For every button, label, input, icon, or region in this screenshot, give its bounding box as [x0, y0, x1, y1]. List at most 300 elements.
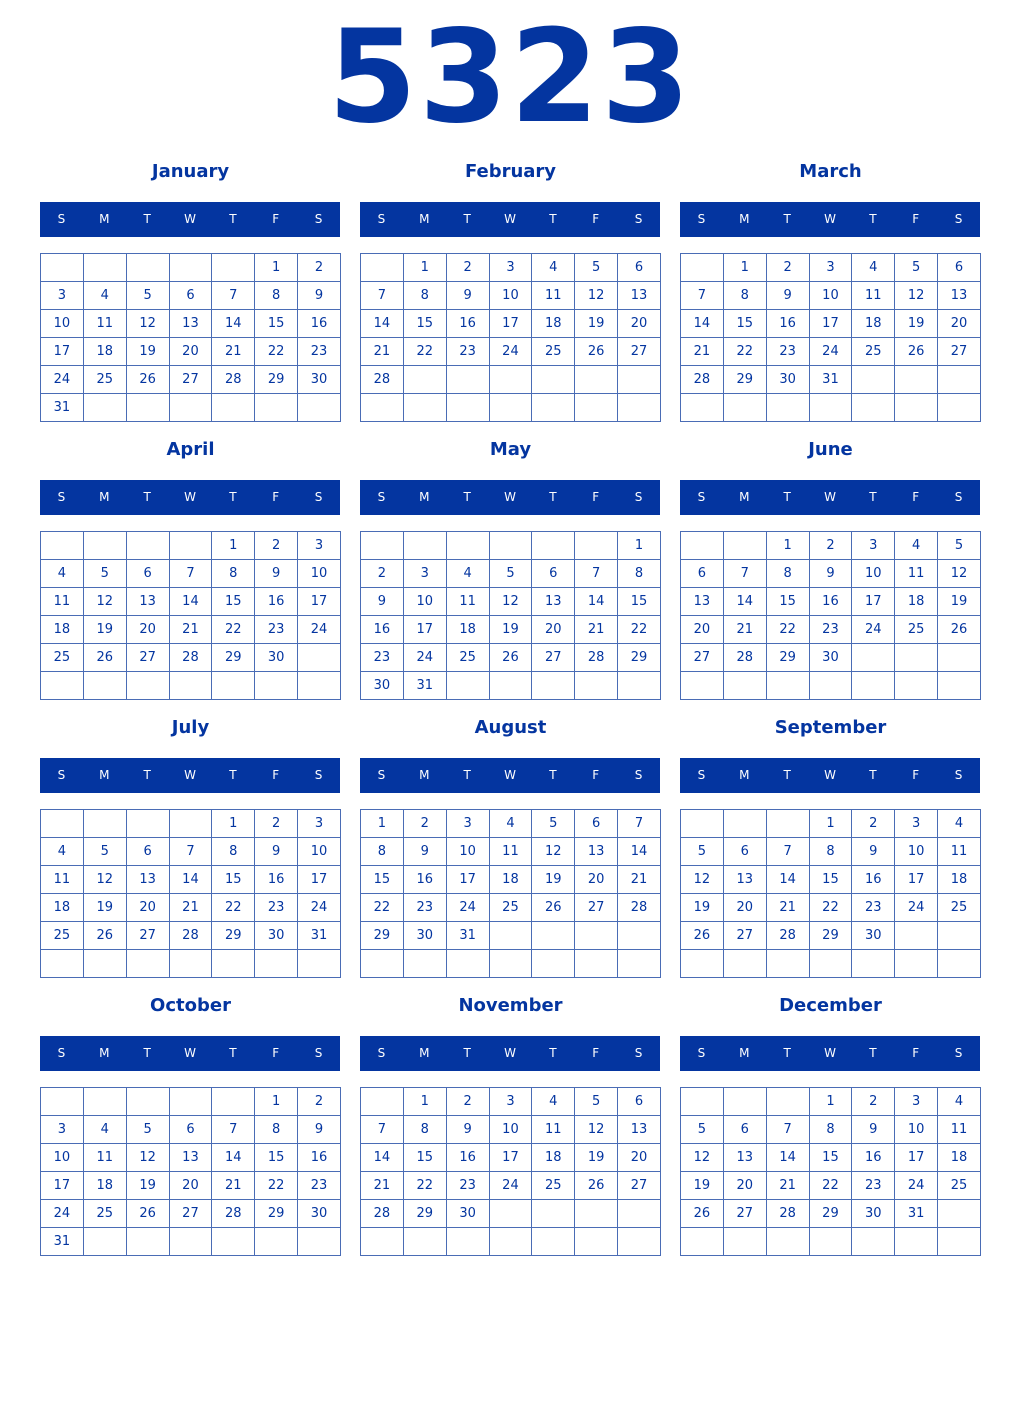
- day-cell: 31: [298, 922, 341, 950]
- week-row: [41, 894, 341, 922]
- day-cell: [681, 1228, 724, 1256]
- day-cell: [938, 644, 981, 672]
- weekday-label: T: [463, 212, 471, 226]
- day-cell: [83, 1228, 126, 1256]
- day-cell: 3: [489, 1088, 532, 1116]
- day-cell: [403, 532, 446, 560]
- day-cell: 30: [361, 672, 404, 700]
- day-cell: 9: [298, 1116, 341, 1144]
- month-name: October: [150, 995, 231, 1016]
- day-cell: [766, 1088, 809, 1116]
- day-cell: 26: [489, 644, 532, 672]
- day-cell: [212, 950, 255, 978]
- day-cell: 1: [361, 810, 404, 838]
- day-cell: [532, 1228, 575, 1256]
- weekday-label: T: [869, 212, 877, 226]
- day-cell: 10: [489, 282, 532, 310]
- day-cell: 12: [126, 310, 169, 338]
- day-cell: 8: [361, 838, 404, 866]
- day-cell: [532, 672, 575, 700]
- day-cell: [41, 254, 84, 282]
- day-cell: [723, 394, 766, 422]
- weekday-label: W: [824, 490, 836, 504]
- day-cell: [403, 1228, 446, 1256]
- day-cell: 10: [298, 560, 341, 588]
- day-cell: 8: [809, 838, 852, 866]
- day-cell: 9: [403, 838, 446, 866]
- day-cell: [212, 672, 255, 700]
- day-cell: 28: [766, 922, 809, 950]
- day-cell: 27: [723, 1200, 766, 1228]
- weekday-label: M: [739, 768, 750, 782]
- weekday-label: W: [184, 1046, 196, 1060]
- day-cell: [723, 672, 766, 700]
- day-cell: 20: [169, 338, 212, 366]
- day-cell: 28: [212, 366, 255, 394]
- day-cell: 19: [126, 1172, 169, 1200]
- weekday-header: [680, 1036, 980, 1071]
- week-row: [681, 560, 981, 588]
- week-row: [361, 394, 661, 422]
- day-cell: 19: [575, 1144, 618, 1172]
- day-cell: [298, 394, 341, 422]
- day-cell: 19: [895, 310, 938, 338]
- day-cell: [895, 950, 938, 978]
- day-cell: 12: [575, 1116, 618, 1144]
- day-cell: 1: [618, 532, 661, 560]
- day-cell: 28: [723, 644, 766, 672]
- day-cell: 3: [403, 560, 446, 588]
- day-cell: 23: [809, 616, 852, 644]
- day-cell: 15: [723, 310, 766, 338]
- day-cell: 15: [403, 310, 446, 338]
- day-cell: [255, 672, 298, 700]
- day-cell: 9: [446, 1116, 489, 1144]
- week-row: [41, 644, 341, 672]
- day-cell: 21: [212, 1172, 255, 1200]
- day-cell: [618, 1200, 661, 1228]
- day-cell: 4: [938, 1088, 981, 1116]
- day-cell: 26: [83, 644, 126, 672]
- day-cell: 17: [41, 1172, 84, 1200]
- day-cell: 6: [126, 560, 169, 588]
- day-cell: 5: [83, 560, 126, 588]
- day-cell: 9: [809, 560, 852, 588]
- day-cell: 18: [938, 866, 981, 894]
- day-cell: 24: [489, 1172, 532, 1200]
- day-cell: [126, 394, 169, 422]
- weekday-header: [40, 480, 340, 515]
- day-cell: [895, 1228, 938, 1256]
- day-cell: 15: [809, 1144, 852, 1172]
- day-cell: [895, 672, 938, 700]
- day-cell: [446, 672, 489, 700]
- day-cell: 30: [809, 644, 852, 672]
- day-cell: 12: [532, 838, 575, 866]
- day-cell: 6: [169, 282, 212, 310]
- day-cell: 13: [723, 866, 766, 894]
- day-cell: [532, 950, 575, 978]
- day-cell: 9: [852, 1116, 895, 1144]
- day-cell: 19: [938, 588, 981, 616]
- day-cell: 18: [41, 616, 84, 644]
- day-cell: [895, 394, 938, 422]
- weekday-header: [360, 202, 660, 237]
- day-cell: 14: [723, 588, 766, 616]
- day-cell: 16: [766, 310, 809, 338]
- day-cell: 11: [895, 560, 938, 588]
- week-row: [361, 1116, 661, 1144]
- day-cell: [403, 950, 446, 978]
- day-cell: 22: [766, 616, 809, 644]
- week-row: [41, 672, 341, 700]
- day-cell: 19: [681, 1172, 724, 1200]
- day-cell: [618, 366, 661, 394]
- day-cell: 6: [618, 254, 661, 282]
- day-cell: 21: [361, 1172, 404, 1200]
- day-cell: 7: [766, 838, 809, 866]
- day-cell: [361, 950, 404, 978]
- day-cell: 14: [212, 310, 255, 338]
- day-cell: 20: [126, 894, 169, 922]
- day-cell: 31: [403, 672, 446, 700]
- day-cell: 13: [169, 310, 212, 338]
- day-cell: 23: [446, 338, 489, 366]
- day-cell: [255, 394, 298, 422]
- weekday-label: T: [463, 768, 471, 782]
- day-cell: 26: [575, 338, 618, 366]
- week-row: [41, 950, 341, 978]
- day-cell: 27: [723, 922, 766, 950]
- day-cell: 18: [489, 866, 532, 894]
- day-cell: 14: [575, 588, 618, 616]
- weekday-label: S: [314, 490, 323, 504]
- day-cell: 7: [681, 282, 724, 310]
- week-row: [361, 616, 661, 644]
- day-cell: 12: [938, 560, 981, 588]
- weekday-header: [680, 202, 980, 237]
- weekday-label: T: [783, 1046, 791, 1060]
- day-cell: 17: [41, 338, 84, 366]
- day-cell: 9: [298, 282, 341, 310]
- weekday-label: S: [954, 490, 963, 504]
- day-cell: 26: [575, 1172, 618, 1200]
- day-cell: 6: [126, 838, 169, 866]
- day-cell: 5: [126, 282, 169, 310]
- week-row: [681, 838, 981, 866]
- day-cell: 24: [895, 1172, 938, 1200]
- day-cell: 12: [83, 588, 126, 616]
- day-cell: 17: [852, 588, 895, 616]
- day-cell: 1: [403, 254, 446, 282]
- month-name: May: [489, 439, 532, 460]
- day-cell: 21: [169, 894, 212, 922]
- weekday-label: T: [143, 212, 151, 226]
- day-cell: 1: [766, 532, 809, 560]
- weekday-label: M: [419, 490, 430, 504]
- day-cell: 13: [938, 282, 981, 310]
- week-row: [681, 282, 981, 310]
- day-cell: 22: [618, 616, 661, 644]
- day-cell: 25: [41, 644, 84, 672]
- week-row: [681, 338, 981, 366]
- day-grid: [360, 1087, 661, 1256]
- day-cell: [809, 394, 852, 422]
- day-cell: [575, 1200, 618, 1228]
- day-cell: 22: [255, 1172, 298, 1200]
- day-cell: 5: [575, 1088, 618, 1116]
- weekday-label: W: [504, 490, 516, 504]
- day-cell: 25: [489, 894, 532, 922]
- day-cell: 13: [723, 1144, 766, 1172]
- day-cell: 10: [446, 838, 489, 866]
- week-row: [41, 282, 341, 310]
- day-cell: [83, 810, 126, 838]
- day-cell: 21: [766, 1172, 809, 1200]
- day-cell: 22: [403, 1172, 446, 1200]
- day-cell: 11: [83, 1144, 126, 1172]
- day-cell: 5: [938, 532, 981, 560]
- day-cell: 5: [83, 838, 126, 866]
- day-cell: 11: [446, 588, 489, 616]
- day-cell: 2: [361, 560, 404, 588]
- day-cell: [723, 1088, 766, 1116]
- day-cell: [575, 1228, 618, 1256]
- day-cell: [766, 672, 809, 700]
- day-cell: [83, 394, 126, 422]
- day-cell: 14: [212, 1144, 255, 1172]
- day-cell: [126, 532, 169, 560]
- day-cell: 11: [532, 1116, 575, 1144]
- day-cell: 25: [83, 366, 126, 394]
- day-cell: 18: [532, 1144, 575, 1172]
- week-row: [41, 338, 341, 366]
- day-cell: [83, 1088, 126, 1116]
- day-cell: 12: [681, 866, 724, 894]
- weekday-label: F: [592, 1046, 600, 1060]
- day-cell: 3: [895, 1088, 938, 1116]
- weekday-label: W: [184, 490, 196, 504]
- day-cell: 31: [41, 394, 84, 422]
- day-cell: 10: [298, 838, 341, 866]
- day-cell: 18: [41, 894, 84, 922]
- day-cell: 16: [446, 1144, 489, 1172]
- day-cell: 14: [618, 838, 661, 866]
- week-row: [361, 672, 661, 700]
- day-cell: 1: [809, 1088, 852, 1116]
- day-cell: 3: [446, 810, 489, 838]
- day-cell: [723, 810, 766, 838]
- day-cell: 28: [681, 366, 724, 394]
- day-cell: 3: [489, 254, 532, 282]
- day-cell: 4: [532, 254, 575, 282]
- day-cell: 21: [361, 338, 404, 366]
- day-cell: 27: [938, 338, 981, 366]
- week-row: [41, 810, 341, 838]
- day-cell: [446, 394, 489, 422]
- week-row: [681, 866, 981, 894]
- day-cell: [575, 366, 618, 394]
- weekday-label: W: [504, 1046, 516, 1060]
- week-row: [681, 254, 981, 282]
- day-cell: 27: [575, 894, 618, 922]
- day-cell: [575, 532, 618, 560]
- day-cell: [298, 672, 341, 700]
- week-row: [681, 922, 981, 950]
- day-cell: 20: [618, 1144, 661, 1172]
- day-cell: 14: [361, 1144, 404, 1172]
- day-cell: 20: [575, 866, 618, 894]
- day-cell: 23: [403, 894, 446, 922]
- day-cell: 24: [809, 338, 852, 366]
- day-cell: [126, 254, 169, 282]
- week-row: [361, 1144, 661, 1172]
- day-cell: [681, 532, 724, 560]
- day-cell: [489, 950, 532, 978]
- weekday-label: W: [184, 212, 196, 226]
- day-cell: [575, 922, 618, 950]
- week-row: [361, 644, 661, 672]
- day-cell: 17: [809, 310, 852, 338]
- weekday-label: S: [697, 490, 706, 504]
- month-name: November: [458, 995, 563, 1016]
- day-cell: 3: [298, 810, 341, 838]
- week-row: [41, 366, 341, 394]
- day-cell: 5: [895, 254, 938, 282]
- day-cell: [446, 950, 489, 978]
- week-row: [41, 588, 341, 616]
- day-cell: 7: [766, 1116, 809, 1144]
- day-cell: 22: [255, 338, 298, 366]
- day-cell: 29: [403, 1200, 446, 1228]
- weekday-label: T: [549, 768, 557, 782]
- weekday-label: W: [824, 1046, 836, 1060]
- weekday-label: T: [143, 490, 151, 504]
- day-cell: [169, 254, 212, 282]
- weekday-label: S: [634, 212, 643, 226]
- day-cell: [212, 1228, 255, 1256]
- day-cell: [532, 532, 575, 560]
- day-cell: [489, 922, 532, 950]
- day-cell: 27: [169, 1200, 212, 1228]
- day-cell: 16: [255, 866, 298, 894]
- week-row: [681, 394, 981, 422]
- day-cell: 7: [212, 1116, 255, 1144]
- day-cell: 30: [446, 1200, 489, 1228]
- weekday-label: W: [184, 768, 196, 782]
- day-cell: 1: [255, 1088, 298, 1116]
- day-cell: 29: [361, 922, 404, 950]
- day-cell: [532, 922, 575, 950]
- day-cell: 19: [532, 866, 575, 894]
- day-cell: 10: [41, 310, 84, 338]
- day-cell: 25: [938, 894, 981, 922]
- weekday-label: F: [272, 768, 280, 782]
- day-cell: [938, 366, 981, 394]
- weekday-label: S: [314, 768, 323, 782]
- day-cell: 16: [852, 866, 895, 894]
- day-cell: [361, 1088, 404, 1116]
- day-cell: 2: [446, 1088, 489, 1116]
- day-cell: [938, 1200, 981, 1228]
- day-cell: 29: [723, 366, 766, 394]
- day-cell: [532, 394, 575, 422]
- day-cell: [126, 810, 169, 838]
- day-cell: 13: [618, 1116, 661, 1144]
- day-cell: 3: [41, 1116, 84, 1144]
- day-cell: 28: [766, 1200, 809, 1228]
- day-cell: 23: [255, 894, 298, 922]
- week-row: [361, 1228, 661, 1256]
- day-cell: 20: [618, 310, 661, 338]
- day-cell: 21: [766, 894, 809, 922]
- day-cell: 1: [212, 532, 255, 560]
- day-cell: 27: [532, 644, 575, 672]
- day-cell: 25: [446, 644, 489, 672]
- day-cell: [41, 1088, 84, 1116]
- day-grid: [360, 253, 661, 422]
- day-cell: 10: [489, 1116, 532, 1144]
- day-cell: 23: [298, 1172, 341, 1200]
- day-cell: [809, 1228, 852, 1256]
- week-row: [681, 950, 981, 978]
- day-cell: [255, 1228, 298, 1256]
- week-row: [41, 922, 341, 950]
- weekday-label: S: [634, 768, 643, 782]
- day-cell: [41, 810, 84, 838]
- day-cell: 27: [618, 1172, 661, 1200]
- day-cell: [403, 394, 446, 422]
- day-cell: 8: [212, 838, 255, 866]
- day-cell: 28: [575, 644, 618, 672]
- day-cell: 29: [255, 366, 298, 394]
- day-cell: [361, 1228, 404, 1256]
- day-cell: [83, 532, 126, 560]
- day-cell: [575, 394, 618, 422]
- week-row: [41, 394, 341, 422]
- day-cell: [361, 532, 404, 560]
- day-cell: [575, 672, 618, 700]
- day-cell: 28: [212, 1200, 255, 1228]
- weekday-label: W: [824, 768, 836, 782]
- day-cell: 14: [361, 310, 404, 338]
- day-cell: 4: [532, 1088, 575, 1116]
- day-cell: [938, 672, 981, 700]
- day-cell: 5: [681, 1116, 724, 1144]
- day-cell: [361, 254, 404, 282]
- day-cell: 16: [809, 588, 852, 616]
- day-cell: 21: [681, 338, 724, 366]
- day-cell: 10: [403, 588, 446, 616]
- day-cell: 13: [169, 1144, 212, 1172]
- day-cell: [575, 950, 618, 978]
- day-cell: 30: [298, 366, 341, 394]
- day-cell: 3: [895, 810, 938, 838]
- week-row: [41, 254, 341, 282]
- weekday-header: [680, 480, 980, 515]
- day-cell: 19: [126, 338, 169, 366]
- day-cell: 3: [298, 532, 341, 560]
- weekday-label: S: [377, 212, 386, 226]
- day-cell: 30: [403, 922, 446, 950]
- day-cell: 20: [938, 310, 981, 338]
- day-cell: 8: [723, 282, 766, 310]
- day-cell: 29: [766, 644, 809, 672]
- day-cell: 11: [938, 1116, 981, 1144]
- day-cell: 6: [723, 1116, 766, 1144]
- day-cell: [298, 1228, 341, 1256]
- month-name: September: [774, 717, 887, 738]
